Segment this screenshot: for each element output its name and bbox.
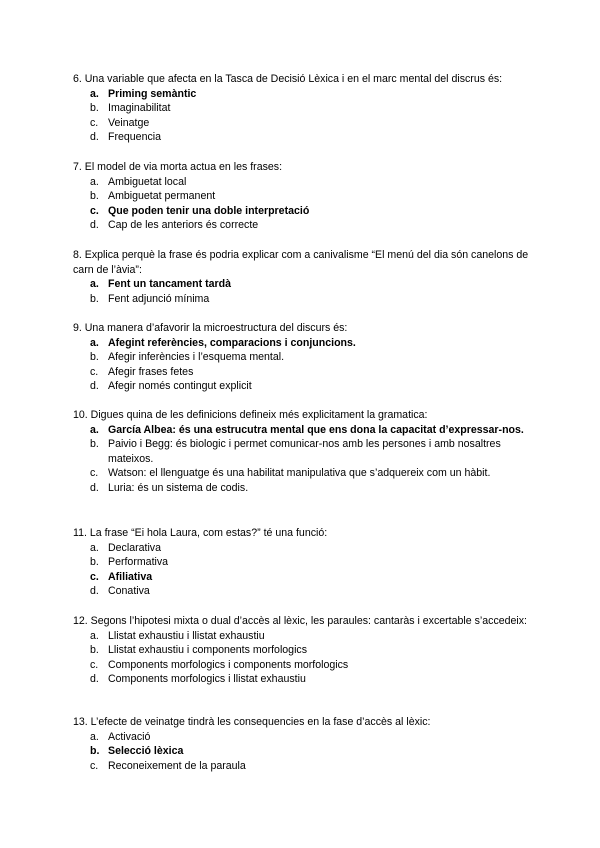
options-list [73,87,543,145]
option-item [73,130,543,145]
option-letter: c. [90,759,99,772]
option-text: Luria: és un sistema de codis. [108,481,249,494]
option-letter: d. [90,219,99,232]
question-text: 7. El model de via morta actua en les frases: [73,161,283,173]
option-item [73,570,543,585]
option-text: Frequencia [108,131,161,144]
option-item [73,101,543,116]
option-item [73,87,543,102]
option-text: Paivio i Begg: és biologic i permet comunicar-nos amb les persones i amb nosaltres mateixos. [108,438,501,465]
question-6 [73,72,543,145]
option-letter: c. [90,658,99,671]
option-text: Components morfologics i components morfologics [108,658,349,671]
option-letter: b. [90,351,99,364]
option-text: Conativa [108,585,150,598]
option-item [73,759,543,774]
option-letter: d. [90,673,99,686]
option-item [73,423,543,438]
option-text: Llistat exhaustiu i components morfologics [108,644,308,657]
option-text: Selecció lèxica [108,745,184,758]
question-7 [73,160,543,233]
options-list [73,730,543,774]
option-letter: a. [90,87,99,100]
option-letter: a. [90,278,99,291]
option-item [73,218,543,233]
option-text: Declarativa [108,541,161,554]
question-9 [73,321,543,394]
option-text: Veinatge [108,116,150,129]
question-text: 6. Una variable que afecta en la Tasca de Decisió Lèxica i en el marc mental del discrus és: [73,73,503,85]
option-item [73,437,543,466]
option-item [73,584,543,599]
option-letter: a. [90,423,99,436]
option-item [73,466,543,481]
options-list [73,541,543,599]
option-item [73,365,543,380]
option-item [73,336,543,351]
option-text: Que poden tenir una doble interpretació [108,204,310,217]
option-item [73,292,543,307]
option-text: Performativa [108,556,169,569]
question-10 [73,408,543,496]
option-letter: b. [90,556,99,569]
option-letter: a. [90,175,99,188]
option-text: Llistat exhaustiu i llistat exhaustiu [108,629,265,642]
option-text: Fent un tancament tardà [108,278,232,291]
option-text: Watson: el llenguatge és una habilitat manipulativa que s’adquereix com un hàbit. [108,467,491,480]
option-letter: c. [90,204,99,217]
question-text: 8. Explica perquè la frase és podria explicar com a canivalisme “El menú del dia són canelons de carn de l’àvia”: [73,249,529,276]
option-item [73,629,543,644]
question-8 [73,248,543,306]
option-text: Activació [108,730,151,743]
option-letter: b. [90,102,99,115]
option-item [73,672,543,687]
option-letter: b. [90,745,100,758]
option-letter: a. [90,629,99,642]
option-letter: c. [90,116,99,129]
question-12 [73,614,543,687]
question-text: 10. Digues quina de les definicions defineix més explicitament la gramatica: [73,409,428,421]
option-item [73,541,543,556]
option-letter: b. [90,292,99,305]
option-item [73,643,543,658]
option-letter: b. [90,190,99,203]
question-text: 13. L’efecte de veinatge tindrà les consequencies en la fase d’accès al lèxic: [73,716,431,728]
options-list [73,277,543,306]
option-text: Reconeixement de la paraula [108,759,246,772]
option-text: Imaginabilitat [108,102,171,115]
option-item [73,175,543,190]
option-text: García Albea: és una estrucutra mental que ens dona la capacitat d’expressar-nos. [108,423,524,436]
option-text: Components morfologics i llistat exhaustiu [108,673,306,686]
option-item [73,481,543,496]
option-item [73,658,543,673]
option-item [73,189,543,204]
option-item [73,116,543,131]
option-item [73,277,543,292]
option-letter: c. [90,365,99,378]
option-text: Afegir només contingut explicit [108,380,252,393]
option-text: Ambiguetat permanent [108,190,216,203]
option-letter: a. [90,541,99,554]
option-letter: b. [90,438,99,451]
question-text: 11. La frase “Ei hola Laura, com estas?” té una funció: [73,527,328,539]
options-list [73,629,543,687]
option-letter: c. [90,467,99,480]
option-letter: a. [90,336,99,349]
option-item [73,350,543,365]
option-letter: d. [90,131,99,144]
question-text: 12. Segons l’hipotesi mixta o dual d’accès al lèxic, les paraules: cantaràs i excertable s’accedeix: [73,615,528,627]
option-text: Ambiguetat local [108,175,187,188]
option-item [73,204,543,219]
option-item [73,379,543,394]
option-text: Afegir inferències i l’esquema mental. [108,351,285,364]
option-text: Fent adjunció mínima [108,292,210,305]
option-item [73,555,543,570]
option-text: Afegir frases fetes [108,365,194,378]
option-letter: d. [90,380,99,393]
option-text: Afegint referències, comparacions i conjuncions. [108,336,356,349]
question-11 [73,526,543,599]
options-list [73,336,543,394]
options-list [73,175,543,233]
option-letter: d. [90,481,99,494]
option-letter: d. [90,585,99,598]
option-item [73,730,543,745]
options-list [73,423,543,496]
option-text: Priming semàntic [108,87,197,100]
option-letter: c. [90,570,99,583]
option-letter: a. [90,730,99,743]
option-item [73,744,543,759]
option-text: Afiliativa [108,570,153,583]
option-text: Cap de les anteriors és correcte [108,219,259,232]
question-13 [73,715,543,773]
question-text: 9. Una manera d’afavorir la microestructura del discurs és: [73,322,348,334]
option-letter: b. [90,644,99,657]
